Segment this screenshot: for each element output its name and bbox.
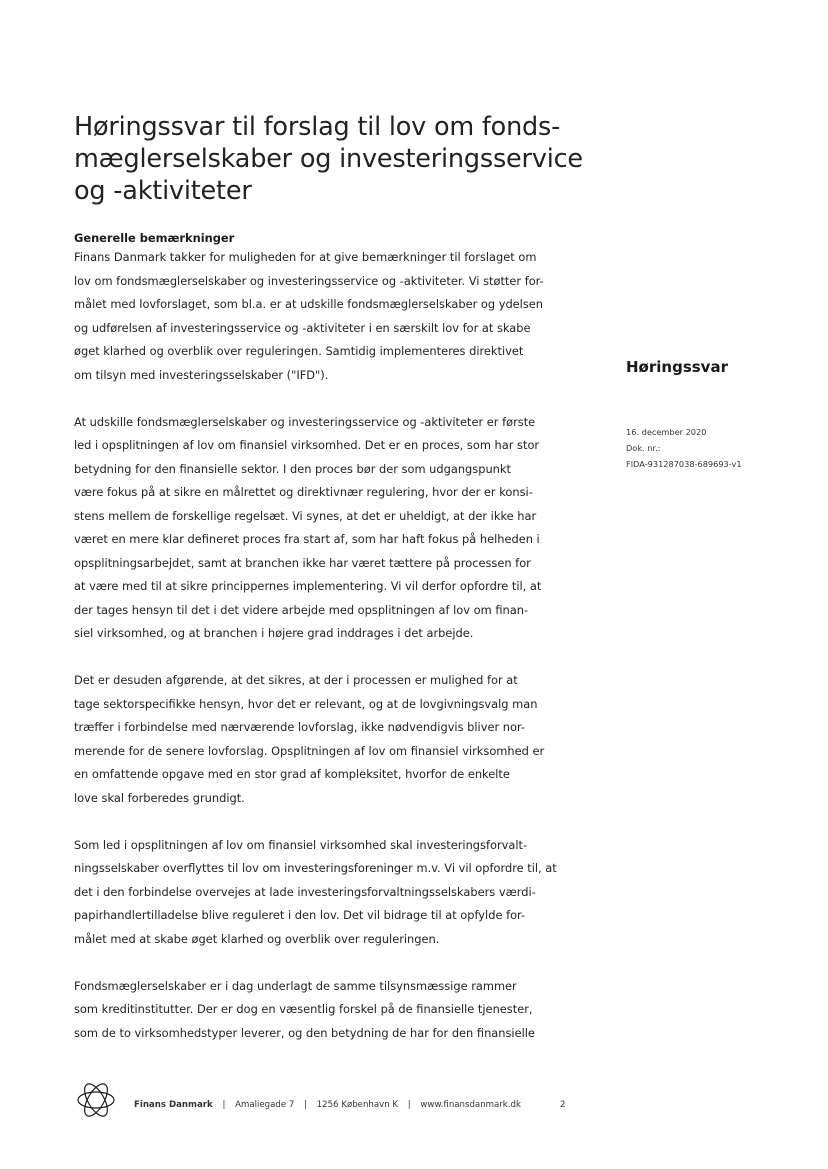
text-line: betydning for den finansielle sektor. I den proces bør der som udgangspunkt [74,461,511,476]
text-line: målet med at skabe øget klarhed og overblik over reguleringen. [74,931,440,946]
page-footer [62,1078,622,1130]
document-body [74,231,574,1045]
text-line: øget klarhed og overblik over reguleringen. Samtidig implementeres direktivet [74,344,524,358]
text-line: det i den forbindelse overvejes at lade investeringsforvaltningsselskabers værdi- [74,884,536,899]
document-date: 16. december 2020 [626,427,707,437]
text-line: At udskille fondsmæglerselskaber og investeringsservice og -aktiviteter er første [74,414,536,429]
text-line: været en mere klar defineret proces fra start af, som har haft fokus på helheden i [74,532,540,546]
text-line: Som led i opsplitningen af lov om finansiel virksomhed skal investeringsforvalt- [74,837,528,852]
text-line: Fondsmæglerselskaber er i dag underlagt de samme tilsynsmæssige rammer [74,978,517,993]
footer-street: Amaliegade 7 [235,1100,295,1110]
footer-separator: | [222,1100,226,1110]
text-line: der tages hensyn til det i det videre arbejde med opsplitningen af lov om finan- [74,602,529,617]
text-line: som de to virksomhedstyper leverer, og den betydning de har for den finansielle [74,1025,535,1040]
text-line: siel virksomhed, og at branchen i højere grad inddrages i det arbejde. [74,626,474,640]
text-line: love skal forberedes grundigt. [74,790,245,805]
document-title [74,111,594,207]
sidebar-title: Høringssvar [626,358,728,376]
footer-city: 1256 København K [316,1100,399,1110]
paragraph-4 [74,834,574,952]
title-line-1: Høringssvar til forslag til lov om fonds- [74,112,561,142]
title-line-3: og -aktiviteter [74,176,252,206]
footer-address [134,1100,521,1110]
text-line: være fokus på at sikre en målrettet og direktivnær regulering, hvor der er konsi- [74,485,533,499]
text-line: om tilsyn med investeringsselskaber ("IFD"). [74,367,329,382]
document-number-label: Dok. nr.: [626,443,661,453]
footer-website-link[interactable]: www.finansdanmark.dk [420,1100,521,1110]
text-line: målet med lovforslaget, som bl.a. er at udskille fondsmæglerselskaber og ydelsen [74,297,544,311]
text-line: en omfattende opgave med en stor grad af kompleksitet, hvorfor de enkelte [74,767,510,781]
paragraph-2 [74,411,574,646]
footer-separator: | [407,1100,411,1110]
paragraph-3 [74,669,574,810]
text-line: papirhandlertilladelse blive reguleret i den lov. Det vil bidrage til at opfylde for- [74,908,526,922]
text-line: Det er desuden afgørende, at det sikres, at der i processen er mulighed for at [74,673,518,687]
finans-danmark-logo-icon [74,1078,118,1122]
paragraph-1 [74,246,574,387]
section-heading: Generelle bemærkninger [74,231,235,245]
paragraph-5 [74,975,574,1046]
text-line: ningsselskaber overflyttes til lov om investeringsforeninger m.v. Vi vil opfordre til, at [74,861,557,875]
text-line: Finans Danmark takker for muligheden for at give bemærkninger til forslaget om [74,250,537,264]
title-line-2: mæglerselskaber og investeringsservice [74,144,583,174]
text-line: stens mellem de forskellige regelsæt. Vi synes, at det er uheldigt, at der ikke har [74,508,537,523]
text-line: tage sektorspecifikke hensyn, hvor det er relevant, og at de lovgivningsvalg man [74,696,538,711]
document-meta [626,424,742,472]
text-line: og udførelsen af investeringsservice og -aktiviteter i en særskilt lov for at skabe [74,320,531,335]
page-number: 2 [560,1100,566,1110]
text-line: træffer i forbindelse med nærværende lovforslag, ikke nødvendigvis bliver nor- [74,720,526,734]
footer-separator: | [304,1100,307,1110]
text-line: som kreditinstitutter. Der er dog en væsentlig forskel på de finansielle tjenester, [74,1002,533,1016]
text-line: led i opsplitningen af lov om finansiel virksomhed. Det er en proces, som har stor [74,438,540,452]
text-line: at være med til at sikre princippernes implementering. Vi vil derfor opfordre til, at [74,579,542,593]
document-number: FIDA-931287038-689693-v1 [626,459,742,469]
text-line: opsplitningsarbejdet, samt at branchen ikke har været tættere på processen for [74,555,531,570]
text-line: merende for de senere lovforslag. Opsplitningen af lov om finansiel virksomhed er [74,743,545,758]
text-line: lov om fondsmæglerselskaber og investeringsservice og -aktiviteter. Vi støtter for- [74,273,544,288]
footer-organization: Finans Danmark [134,1100,213,1110]
